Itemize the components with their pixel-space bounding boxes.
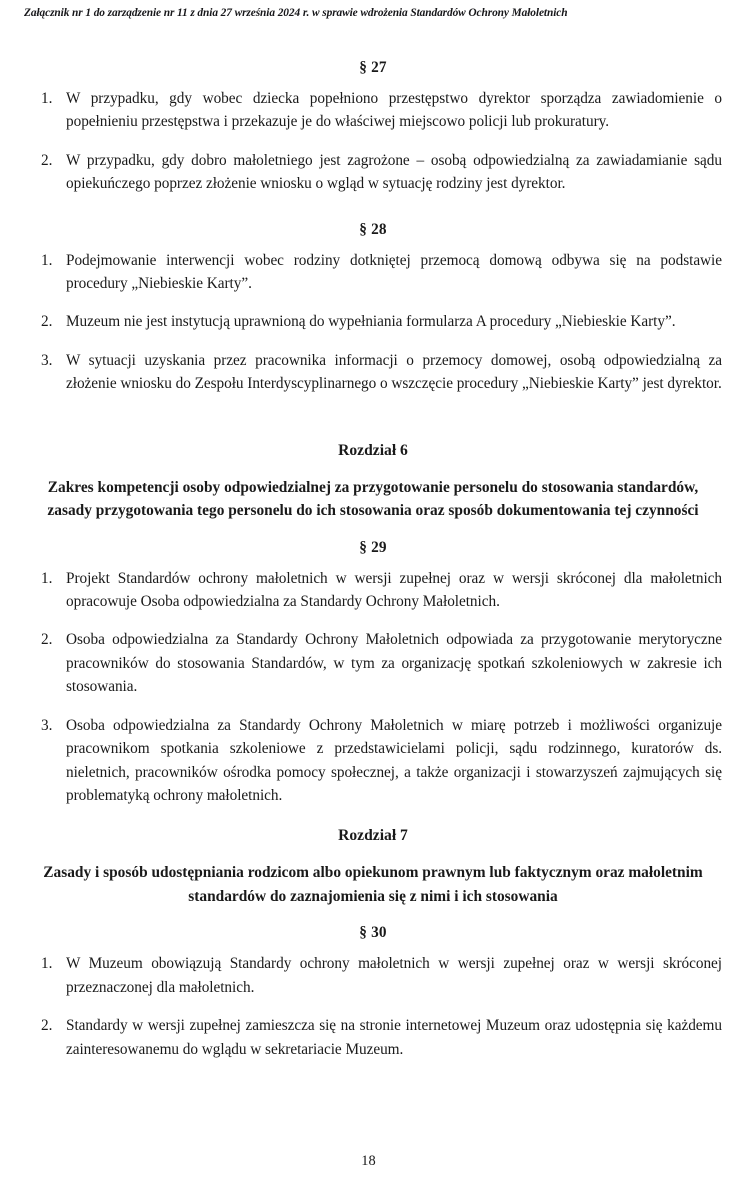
list-item-text: Muzeum nie jest instytucją uprawnioną do wypełniania formularza A procedury „Niebieskie Karty”. <box>66 313 676 331</box>
list-item <box>24 249 722 296</box>
section-27 <box>24 58 722 196</box>
list-item-text: Osoba odpowiedzialna za Standardy Ochrony Małoletnich odpowiada za przygotowanie merytoryczne pracowników do stosowania Standardów, w tym za organizację spotkań szkoleniowych w zakresie ich stosowania. <box>66 631 722 696</box>
list-item <box>24 149 722 196</box>
list-item-marker: 2. <box>41 631 53 649</box>
document-body <box>24 58 722 1061</box>
list-item <box>24 628 722 698</box>
chapter-6-title: Zakres kompetencji osoby odpowiedzialnej za przygotowanie personelu do stosowania standardów, zasady przygotowania tego personelu do ich stosowania oraz sposób dokumentowania tej czynności <box>47 478 699 520</box>
chapter-6 <box>24 440 722 808</box>
section-28 <box>24 220 722 396</box>
list-item-marker: 2. <box>41 151 53 169</box>
section-27-list <box>24 87 722 196</box>
list-item-text: Osoba odpowiedzialna za Standardy Ochrony Małoletnich w miarę potrzeb i możliwości organizuje pracownikom spotkania szkoleniowe z przedstawicielami policji, sądu rodzinnego, kuratorów ds. nieletnich, pracowników ośrodka pomocy społecznej, a także organizacji i stowarzyszeń zajmujących się problematyką ochrony małoletnich. <box>66 716 722 804</box>
section-mark-30: § 30 <box>359 924 387 942</box>
list-item-marker: 2. <box>41 1017 53 1035</box>
list-item-text: W przypadku, gdy dobro małoletniego jest zagrożone – osobą odpowiedzialną za zawiadamianie sądu opiekuńczego poprzez złożenie wniosku o wgląd w sytuację rodziny jest dyrektor. <box>66 151 722 193</box>
list-item-text: Standardy w wersji zupełnej zamieszcza się na stronie internetowej Muzeum oraz udostępnia się każdemu zainteresowanemu do wglądu w sekretariacie Muzeum. <box>66 1017 722 1058</box>
list-item-marker: 1. <box>41 569 53 587</box>
list-item-marker: 1. <box>41 955 53 973</box>
chapter-6-heading: Rozdział 6 <box>338 441 408 459</box>
section-28-list <box>24 249 722 396</box>
chapter-7-title: Zasady i sposób udostępniania rodzicom albo opiekunom prawnym lub faktycznym oraz małoletnim standardów do zaznajomienia się z nimi i ich stosowania <box>43 864 703 905</box>
list-item-marker: 3. <box>41 351 53 369</box>
list-item <box>24 349 722 396</box>
chapter-7 <box>24 825 722 1061</box>
section-29-list <box>24 567 722 808</box>
list-item-marker: 2. <box>41 313 53 331</box>
chapter-gap <box>24 396 722 440</box>
list-item <box>24 714 722 808</box>
list-item-marker: 1. <box>41 251 53 269</box>
page-number: 18 <box>361 1153 376 1169</box>
list-item <box>24 310 722 333</box>
document-header: Załącznik nr 1 do zarządzenie nr 11 z dnia 27 września 2024 r. w sprawie wdrożenia Standardów Ochrony Małoletnich <box>24 7 568 19</box>
list-item-text: W Muzeum obowiązują Standardy ochrony małoletnich w wersji zupełnej oraz w wersji skróconej przeznaczonej dla małoletnich. <box>66 955 722 996</box>
list-item-text: W sytuacji uzyskania przez pracownika informacji o przemocy domowej, osobą odpowiedzialną za złożenie wniosku do Zespołu Interdyscyplinarnego o wszczęcie procedury „Niebieskie Karty” jest dyrektor. <box>66 351 722 393</box>
list-item-marker: 1. <box>41 90 53 107</box>
spacer <box>24 807 722 825</box>
section-30-list <box>24 952 722 1061</box>
list-item-text: Podejmowanie interwencji wobec rodziny dotkniętej przemocą domową odbywa się na podstawie procedury „Niebieskie Karty”. <box>66 251 722 293</box>
list-item <box>24 567 722 614</box>
list-item-text: Projekt Standardów ochrony małoletnich w wersji zupełnej oraz w wersji skróconej dla małoletnich opracowuje Osoba odpowiedzialna za Standardy Ochrony Małoletnich. <box>66 569 722 611</box>
list-item <box>24 87 722 134</box>
spacer <box>24 209 722 220</box>
list-item-marker: 3. <box>41 716 53 734</box>
section-mark-27: § 27 <box>359 59 387 76</box>
section-mark-29: § 29 <box>359 538 387 556</box>
list-item-text: W przypadku, gdy wobec dziecka popełniono przestępstwo dyrektor sporządza zawiadomienie o popełnieniu przestępstwa i przekazuje je do właściwej miejscowo policji lub prokuratury. <box>66 90 722 131</box>
list-item <box>24 1014 722 1061</box>
chapter-7-heading: Rozdział 7 <box>338 827 408 845</box>
list-item <box>24 952 722 999</box>
section-mark-28: § 28 <box>359 220 387 238</box>
